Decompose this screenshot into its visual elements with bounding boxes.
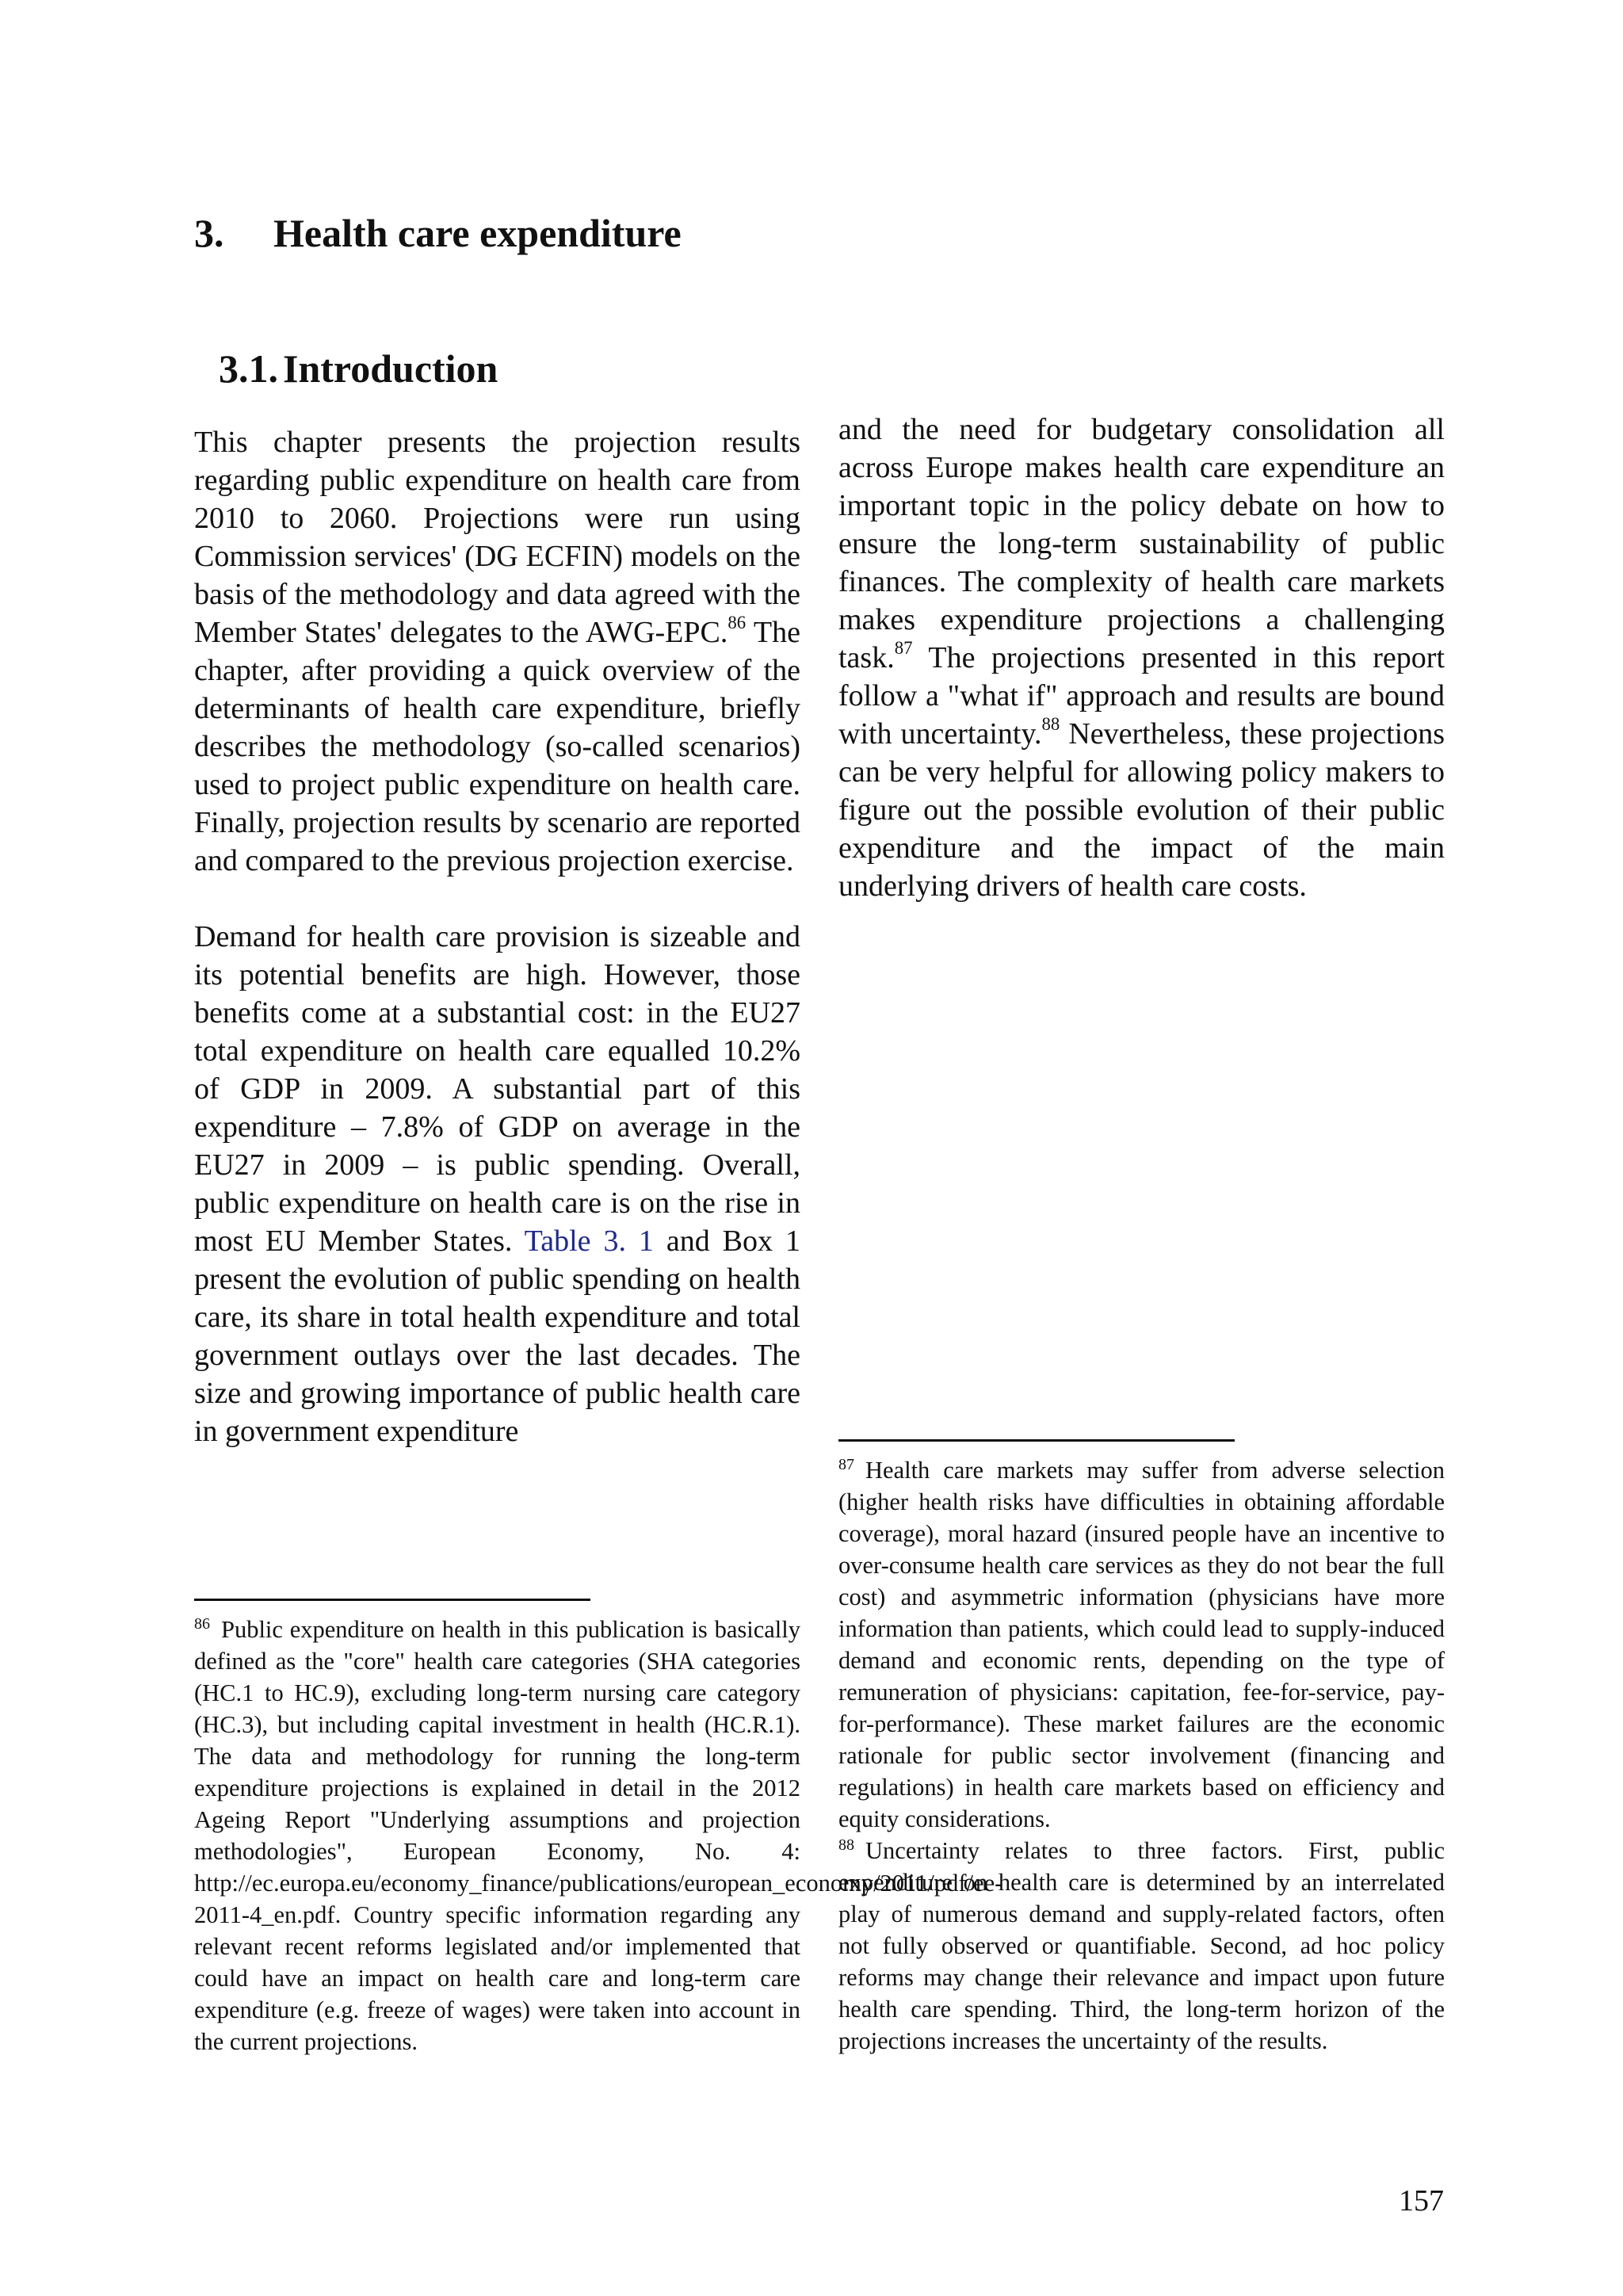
footnote-ref-86[interactable]: 86: [727, 612, 747, 632]
footnote-88: [838, 1835, 1445, 2057]
footnote-86-text: Public expenditure on health in this publication is basically defined as the "core" health care categories (SHA categories (HC.1 to HC.9), excluding long-term nursing care category (HC.3), but including capital investment in health (HC.R.1). The data and methodology for running the long-term expenditure projections is explained in detail in the 2012 Ageing Report "Underlying assumptions and projection methodologies", European Economy, No. 4: http://ec.europa.eu/economy_finance/publications/european_economy/2011/pdf/ee-2011-4_en.pdf. Country specific information regarding any relevant recent reforms legislated and/or implemented that could have an impact on health care and long-term care expenditure (e.g. freeze of wages) were taken into account in the current projections.: [194, 1616, 1003, 2055]
footnote-87-text: Health care markets may suffer from adverse selection (higher health risks have difficulties in obtaining affordable coverage), moral hazard (insured people have an incentive to over-consume health care services as they do not bear the full cost) and asymmetric information (physicians have more information than patients, which could lead to supply-induced demand and economic rents, depending on the type of remuneration of physicians: capitation, fee-for-service, pay-for-performance). These market failures are the economic rationale for public sector involvement (financing and regulations) in health care markets based on efficiency and equity considerations.: [838, 1457, 1445, 1832]
footnote-ref-88[interactable]: 88: [1041, 713, 1060, 734]
page-number: 157: [1399, 2184, 1444, 2218]
section-title-text: Introduction: [283, 346, 498, 391]
intro-paragraph-3-text-c: Nevertheless, these projections can be very helpful for allowing policy makers to figure out the possible evolution of their public expenditure and the impact of the main underlying drivers of health care costs.: [838, 717, 1445, 903]
intro-paragraph-3-text-a: and the need for budgetary consolidation all across Europe makes health care expenditure an important topic in the policy debate on how to ensure the long-term sustainability of public finances. The complexity of health care markets makes expenditure projections a challenging task.: [838, 413, 1445, 674]
intro-paragraph-3-text-b: The projections presented in this report follow a "what if" approach and results are bound with uncertainty.: [838, 641, 1445, 751]
chapter-title-text: Health care expenditure: [273, 211, 682, 255]
chapter-title: [194, 210, 682, 256]
footnote-87-mark: 87: [838, 1455, 854, 1473]
intro-paragraph-1: [194, 423, 800, 880]
intro-paragraph-2-text-b: and Box 1 present the evolution of public spending on health care, its share in total health expenditure and total government outlays over the last decades. The size and growing importance of public health care in government expenditure: [194, 1224, 800, 1448]
left-column: [194, 423, 800, 1450]
chapter-number: 3.: [194, 211, 224, 255]
footnote-87: [838, 1454, 1445, 1835]
footnote-88-mark: 88: [838, 1836, 854, 1854]
footnote-separator-left: [194, 1599, 590, 1601]
footnote-86-mark: 86: [194, 1614, 210, 1633]
intro-paragraph-3: [838, 411, 1445, 905]
right-column: [838, 411, 1445, 905]
footnotes-right: [838, 1454, 1445, 2057]
intro-paragraph-2-text-a: Demand for health care provision is sizeable and its potential benefits are high. However, those benefits come at a substantial cost: in the EU27 total expenditure on health care equalled 10.2% of GDP in 2009. A substantial part of this expenditure – 7.8% of GDP on average in the EU27 in 2009 – is public spending. Overall, public expenditure on health care is on the rise in most EU Member States.: [194, 920, 800, 1258]
intro-paragraph-1-text-a: This chapter presents the projection results regarding public expenditure on health care from 2010 to 2060. Projections were run using Commission services' (DG ECFIN) models on the basis of the methodology and data agreed with the Member States' delegates to the AWG-EPC.: [194, 426, 800, 649]
footnote-88-text: Uncertainty relates to three factors. First, public expenditure on health care is determined by an interrelated play of numerous demand and supply-related factors, often not fully observed or quantifiable. Second, ad hoc policy reforms may change their relevance and impact upon future health care spending. Third, the long-term horizon of the projections increases the uncertainty of the results.: [838, 1837, 1445, 2054]
footnote-ref-87[interactable]: 87: [894, 637, 913, 658]
intro-paragraph-2: [194, 918, 800, 1450]
footnote-separator-right: [838, 1439, 1235, 1442]
table-3-1-link[interactable]: Table 3. 1: [524, 1224, 654, 1258]
intro-paragraph-1-text-b: The chapter, after providing a quick overview of the determinants of health care expenditure, briefly describes the methodology (so-called scenarios) used to project public expenditure on health care. Finally, projection results by scenario are reported and compared to the previous projection exercise.: [194, 616, 800, 877]
section-title: [219, 346, 498, 392]
section-number: 3.1.: [219, 346, 278, 391]
